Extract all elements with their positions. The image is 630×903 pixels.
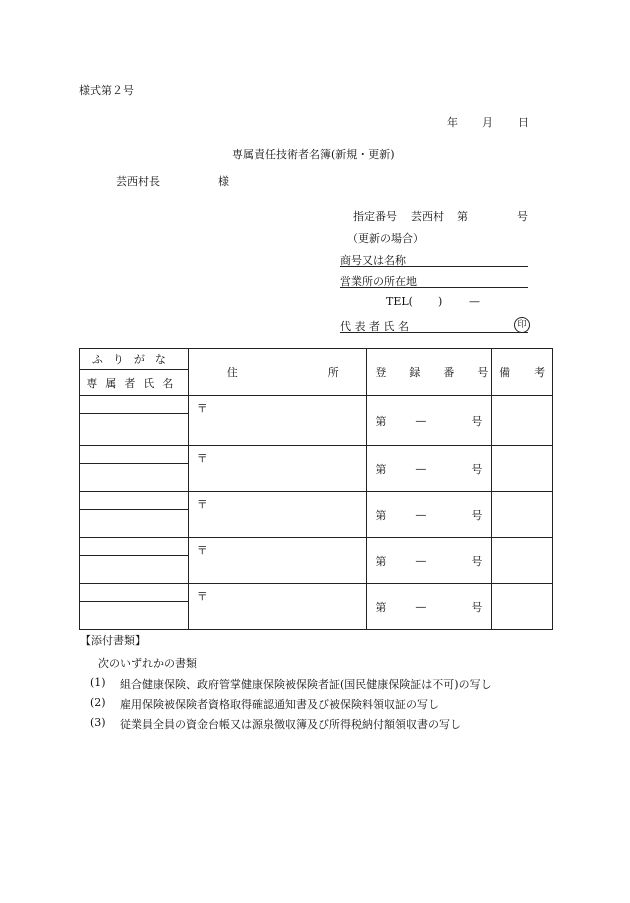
regno-suffix: 号: [471, 508, 483, 522]
tel-label: TEL(: [386, 295, 413, 308]
regno-header-char: 登: [375, 366, 387, 379]
regno-dash: —: [415, 554, 427, 567]
furigana-cell[interactable]: [80, 538, 189, 556]
attachments-intro: 次のいずれかの書類: [98, 657, 197, 670]
office-address-field[interactable]: [340, 273, 528, 288]
address-cell[interactable]: [188, 396, 367, 446]
designation-village: 芸西村: [411, 210, 444, 223]
furigana-cell[interactable]: [80, 396, 189, 414]
representative-label: 代 表 者 氏 名: [340, 320, 409, 333]
form-number: 様式第２号: [79, 84, 134, 97]
postal-mark: 〒: [196, 544, 208, 557]
regno-header-char: 番: [443, 366, 455, 379]
regno-prefix: 第: [375, 414, 387, 428]
regno-header-char: 号: [477, 366, 489, 379]
remarks-cell[interactable]: [492, 492, 553, 538]
regno-dash: —: [415, 600, 427, 613]
regno-header: [367, 349, 492, 396]
furigana-cell[interactable]: [80, 492, 189, 510]
document-title: 専属責任技術者名簿(新規・更新): [232, 148, 395, 161]
address-cell[interactable]: [188, 446, 367, 492]
technician-register-table: [79, 348, 553, 630]
regno-suffix: 号: [471, 462, 483, 476]
name-cell[interactable]: [80, 414, 189, 446]
address-cell[interactable]: [188, 538, 367, 584]
remarks-cell[interactable]: [492, 446, 553, 492]
attachment-item-num: (2): [90, 696, 106, 709]
address-header-right: 所: [327, 366, 339, 379]
postal-mark: 〒: [196, 498, 208, 511]
name-cell[interactable]: [80, 464, 189, 492]
name-cell[interactable]: [80, 510, 189, 538]
tel-close: ): [438, 295, 443, 308]
designation-suffix: 号: [517, 210, 528, 223]
trade-name-field[interactable]: [340, 252, 528, 267]
attachment-item-text: 従業員全員の資金台帳又は源泉徴収簿及び所得税納付額領収書の写し: [120, 718, 461, 731]
designation-prefix: 第: [457, 210, 468, 223]
table-row: [80, 538, 553, 556]
regno-cell[interactable]: [367, 584, 492, 630]
address-cell[interactable]: [188, 584, 367, 630]
name-cell[interactable]: [80, 602, 189, 630]
regno-dash: —: [415, 508, 427, 521]
regno-prefix: 第: [375, 600, 387, 614]
addressee-name: 芸西村長: [116, 175, 160, 188]
date-day: 日: [518, 116, 529, 129]
renewal-note: （更新の場合）: [347, 232, 424, 245]
table-row: [80, 446, 553, 464]
address-header: [188, 349, 367, 396]
address-header-left: 住: [226, 366, 238, 379]
table-row: [80, 492, 553, 510]
regno-suffix: 号: [471, 414, 483, 428]
furigana-header: ふりがな: [80, 349, 189, 370]
date-month: 月: [482, 116, 493, 129]
attachment-item-text: 組合健康保険、政府管掌健康保険被保険者証(国民健康保険証は不可)の写し: [120, 678, 492, 691]
remarks-header-char: 備: [499, 366, 511, 379]
regno-suffix: 号: [471, 554, 483, 568]
trade-name-label: 商号又は名称: [340, 254, 406, 267]
office-address-label: 営業所の所在地: [340, 275, 417, 288]
postal-mark: 〒: [196, 590, 208, 603]
regno-dash: —: [415, 414, 427, 427]
regno-dash: —: [415, 462, 427, 475]
regno-prefix: 第: [375, 462, 387, 476]
furigana-cell[interactable]: [80, 446, 189, 464]
remarks-header-char: 考: [534, 366, 546, 379]
postal-mark: 〒: [196, 402, 208, 415]
attachments-heading: 【添付書類】: [80, 634, 146, 647]
furigana-cell[interactable]: [80, 584, 189, 602]
regno-prefix: 第: [375, 508, 387, 522]
table-header-row-1: [80, 349, 553, 370]
seal-icon: 印: [514, 317, 530, 333]
regno-suffix: 号: [471, 600, 483, 614]
date-year: 年: [447, 116, 458, 129]
address-cell[interactable]: [188, 492, 367, 538]
remarks-cell[interactable]: [492, 538, 553, 584]
postal-mark: 〒: [196, 452, 208, 465]
table-row: [80, 584, 553, 602]
designation-label: 指定番号: [353, 210, 397, 223]
table-row: [80, 396, 553, 414]
representative-field[interactable]: [340, 318, 528, 333]
regno-header-char: 録: [409, 366, 421, 379]
remarks-header: [492, 349, 553, 396]
addressee-honorific: 様: [218, 175, 229, 188]
attachment-item-num: (3): [90, 716, 106, 729]
regno-cell[interactable]: [367, 446, 492, 492]
regno-cell[interactable]: [367, 396, 492, 446]
regno-cell[interactable]: [367, 492, 492, 538]
regno-prefix: 第: [375, 554, 387, 568]
attachment-item-num: (1): [90, 676, 106, 689]
name-cell[interactable]: [80, 556, 189, 584]
tel-dash: —: [469, 295, 480, 308]
remarks-cell[interactable]: [492, 584, 553, 630]
remarks-cell[interactable]: [492, 396, 553, 446]
name-header: 専属者氏名: [80, 370, 189, 396]
regno-cell[interactable]: [367, 538, 492, 584]
attachment-item-text: 雇用保険被保険者資格取得確認通知書及び被保険料領収証の写し: [120, 698, 439, 711]
